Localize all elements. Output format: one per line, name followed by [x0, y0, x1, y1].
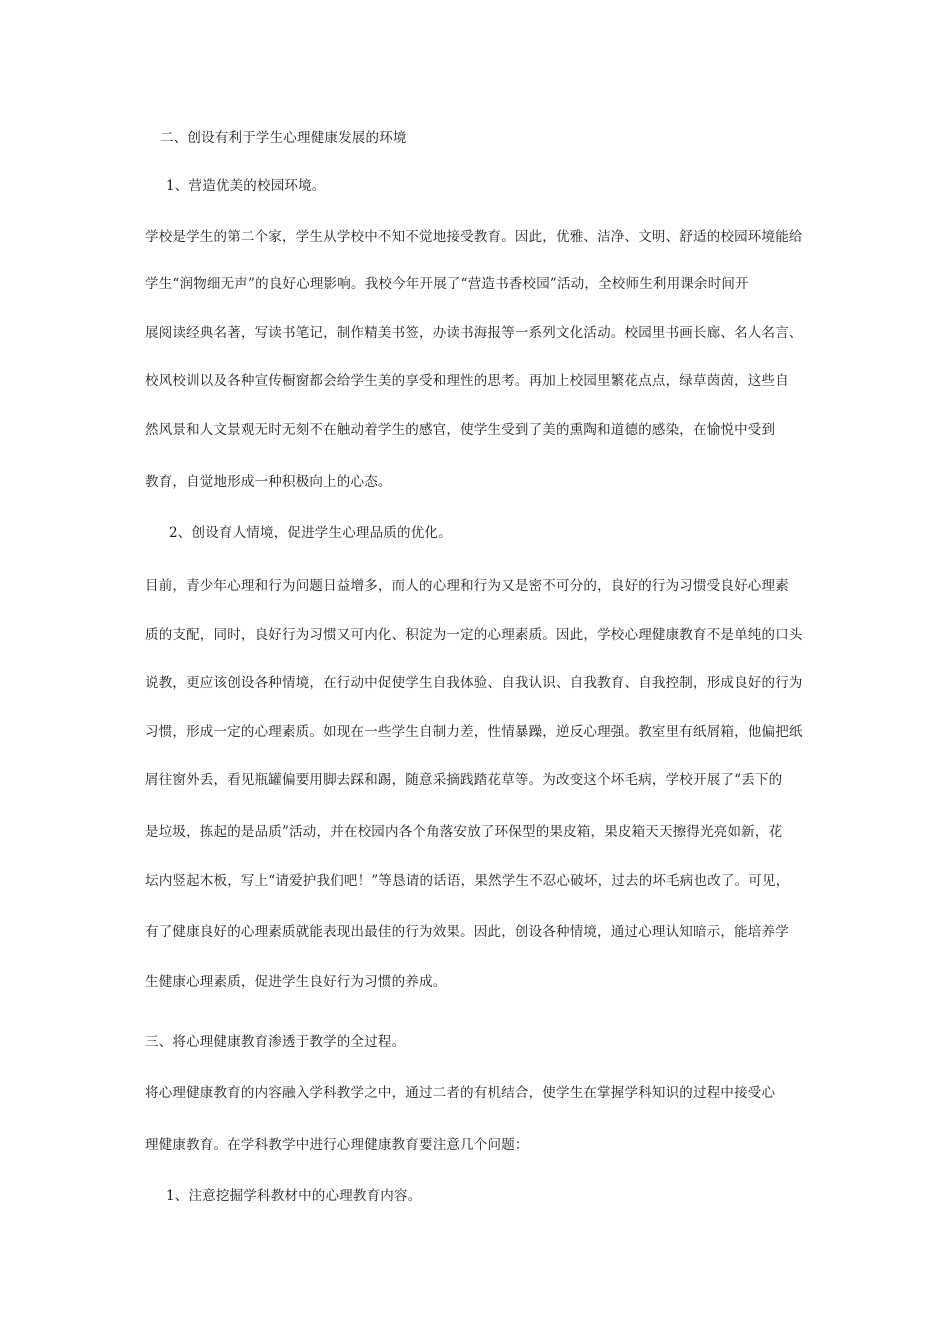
- paragraph-line: 展阅读经典名著，写读书笔记，制作精美书签，办读书海报等一系列文化活动。校园里书画长廊、名人名言、: [145, 325, 803, 341]
- subheading-2-1: 1、营造优美的校园环境。: [166, 178, 326, 194]
- paragraph-line: 坛内竖起木板，写上“请爱护我们吧！”等恳请的话语，果然学生不忍心破坏，过去的坏毛病也改了。可见，: [145, 873, 790, 889]
- paragraph-line: 将心理健康教育的内容融入学科教学之中，通过二者的有机结合，使学生在掌握学科知识的过程中接受心: [145, 1085, 776, 1101]
- paragraph-line: 质的支配，同时，良好行为习惯又可内化、积淀为一定的心理素质。因此，学校心理健康教育不是单纯的口头: [145, 627, 803, 643]
- paragraph-line: 学校是学生的第二个家，学生从学校中不知不觉地接受教育。因此，优雅、洁净、文明、舒适的校园环境能给: [145, 229, 803, 245]
- subheading-3-1: 1、注意挖掘学科教材中的心理教育内容。: [166, 1188, 422, 1204]
- section-heading-2: 二、创设有利于学生心理健康发展的环境: [160, 130, 407, 146]
- section-heading-3: 三、将心理健康教育渗透于教学的全过程。: [145, 1034, 406, 1050]
- paragraph-line: 说教，更应该创设各种情境，在行动中促使学生自我体验、自我认识、自我教育、自我控制，形成良好的行为: [145, 675, 803, 691]
- paragraph-line: 屑往窗外丢，看见瓶罐偏要用脚去踩和踢，随意采摘践踏花草等。为改变这个坏毛病，学校开展了“丢下的: [145, 772, 783, 788]
- subheading-2-2: 2、创设育人情境，促进学生心理品质的优化。: [169, 525, 452, 541]
- paragraph-line: 目前，青少年心理和行为问题日益增多，而人的心理和行为又是密不可分的，良好的行为习惯受良好心理素: [145, 578, 789, 594]
- paragraph-line: 教育，自觉地形成一种积极向上的心态。: [145, 474, 392, 490]
- paragraph-line: 然风景和人文景观无时无刻不在触动着学生的感官，使学生受到了美的熏陶和道德的感染，在愉悦中受到: [145, 422, 776, 438]
- paragraph-line: 学生“润物细无声”的良好心理影响。我校今年开展了“营造书香校园”活动，全校师生利用课余时间开: [145, 276, 749, 292]
- paragraph-line: 有了健康良好的心理素质就能表现出最佳的行为效果。因此，创设各种情境，通过心理认知暗示，能培养学: [145, 924, 789, 940]
- paragraph-line: 校风校训以及各种宣传橱窗都会给学生美的享受和理性的思考。再加上校园里繁花点点，绿草茵茵，这些自: [145, 373, 789, 389]
- paragraph-line: 生健康心理素质，促进学生良好行为习惯的养成。: [145, 974, 447, 990]
- paragraph-line: 理健康教育。在学科教学中进行心理健康教育要注意几个问题：: [145, 1137, 529, 1153]
- paragraph-line: 习惯，形成一定的心理素质。如现在一些学生自制力差，性情暴躁，逆反心理强。教室里有纸屑箱，他偏把纸: [145, 724, 803, 740]
- paragraph-line: 是垃圾，拣起的是品质”活动，并在校园内各个角落安放了环保型的果皮箱，果皮箱天天擦得光亮如新，花: [145, 824, 783, 840]
